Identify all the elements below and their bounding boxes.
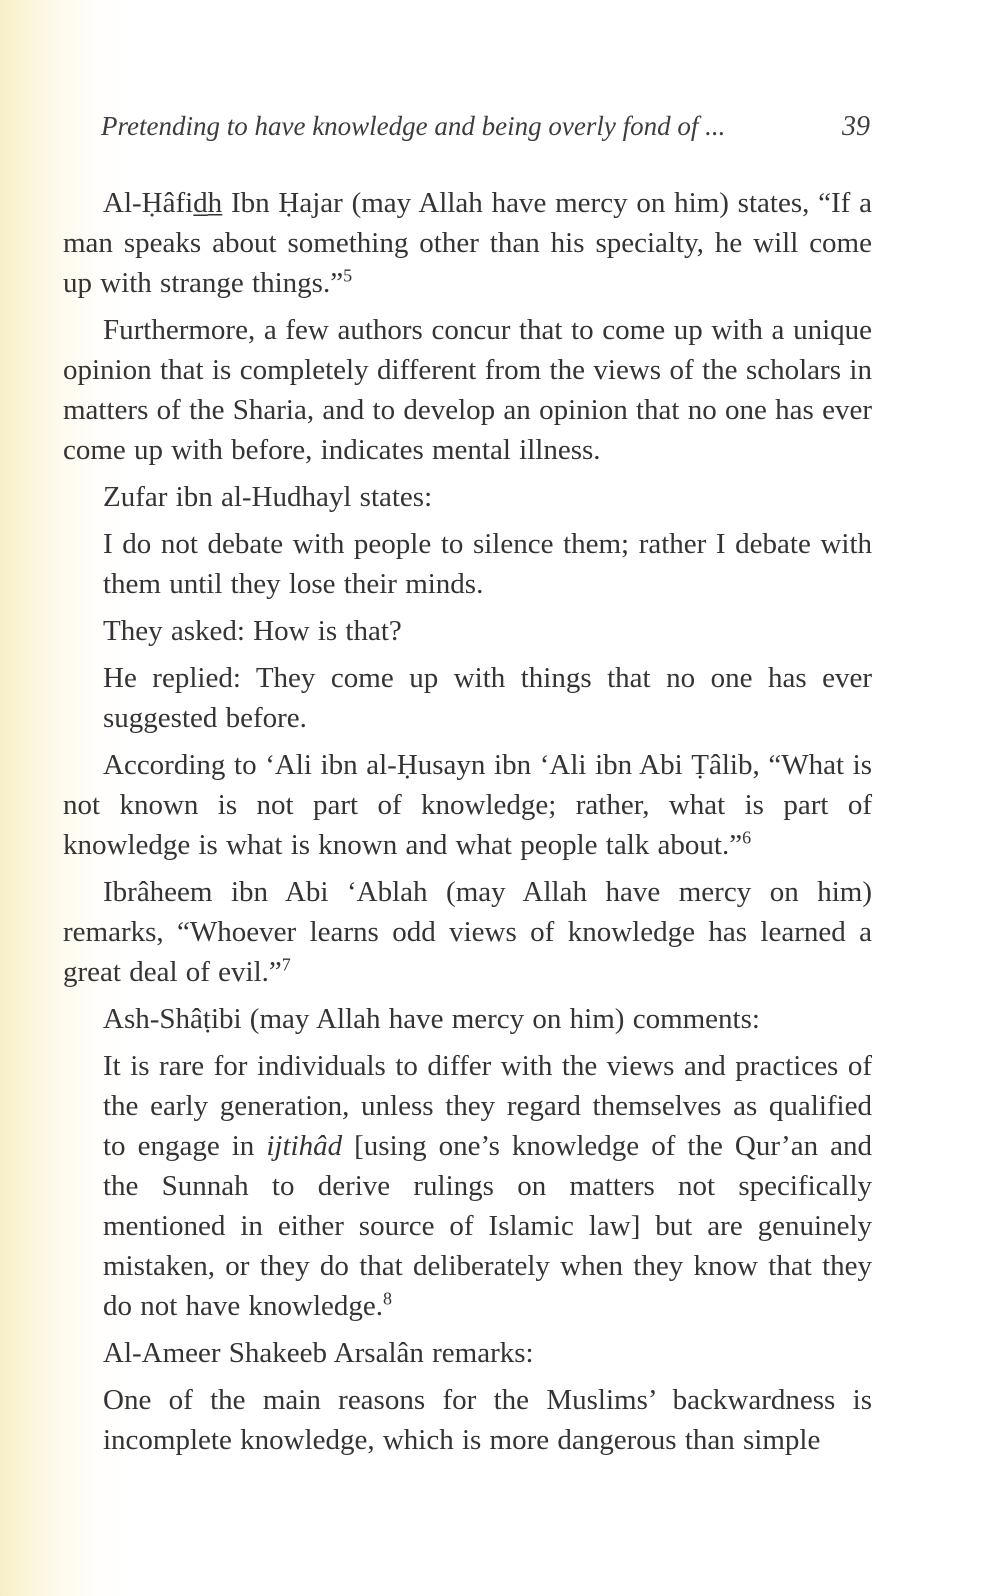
quote-text: It is rare for individuals to differ with the views and practices of the early generation, unless they regard themselves as qualified to engage in (103, 1050, 872, 1162)
blockquote (103, 658, 872, 738)
paragraph-text: Ibrâheem ibn Abi ‘Ablah (may Allah have mercy on him) remarks, “Whoever learns odd views of knowledge has learned a great deal of evil.” (63, 876, 872, 988)
paragraph (63, 1333, 872, 1373)
footnote-ref: 5 (343, 265, 353, 286)
paragraph-text: Ash-Shâṭibi (may Allah have mercy on him) comments: (103, 1003, 760, 1035)
paragraph (63, 477, 872, 517)
running-header (101, 106, 870, 147)
quote-text: They asked: How is that? (103, 615, 402, 647)
page-content (63, 106, 872, 1467)
page-number: 39 (842, 111, 870, 142)
paragraph (63, 872, 872, 992)
italic-term: ijtihâd (266, 1130, 343, 1162)
footnote-ref: 6 (742, 827, 752, 848)
blockquote (103, 524, 872, 604)
quote-text: [using one’s knowledge of the Qur’an and the Sunnah to derive rulings on matters not specifically mentioned in either source of Islamic law] but are genuinely mistaken, or they do that deliberately when they know that they do not have knowledge. (103, 1130, 872, 1322)
paragraph (63, 999, 872, 1039)
blockquote (103, 611, 872, 651)
paragraph-text: Al-Ḥâfid̲h̲ Ibn Ḥajar (may Allah have mercy on him) states, “If a man speaks about something other than his specialty, he will come up with strange things.” (63, 187, 872, 299)
quote-text: I do not debate with people to silence them; rather I debate with them until they lose their minds. (103, 528, 872, 600)
footnote-ref: 7 (281, 954, 291, 975)
paragraph-text: Furthermore, a few authors concur that to come up with a unique opinion that is completely different from the views of the scholars in matters of the Sharia, and to develop an opinion that no one has ever come up with before, indicates mental illness. (63, 314, 872, 466)
footnote-ref: 8 (383, 1288, 393, 1309)
running-header-title: Pretending to have knowledge and being overly fond of ... (101, 111, 726, 141)
paragraph-text: Zufar ibn al-Hudhayl states: (103, 481, 433, 513)
blockquote (103, 1380, 872, 1460)
paragraph (63, 310, 872, 470)
quote-text: One of the main reasons for the Muslims’ backwardness is incomplete knowledge, which is more dangerous than simple (103, 1384, 872, 1456)
paragraph-text: Al-Ameer Shakeeb Arsalân remarks: (103, 1337, 534, 1369)
paragraph (63, 183, 872, 303)
blockquote (103, 1046, 872, 1326)
quote-text: He replied: They come up with things that no one has ever suggested before. (103, 662, 872, 734)
paragraph-text: According to ‘Ali ibn al-Ḥusayn ibn ‘Ali ibn Abi Ṭâlib, “What is not known is not part of knowledge; rather, what is part of knowledge is what is known and what people talk about.” (63, 749, 872, 861)
paragraph (63, 745, 872, 865)
